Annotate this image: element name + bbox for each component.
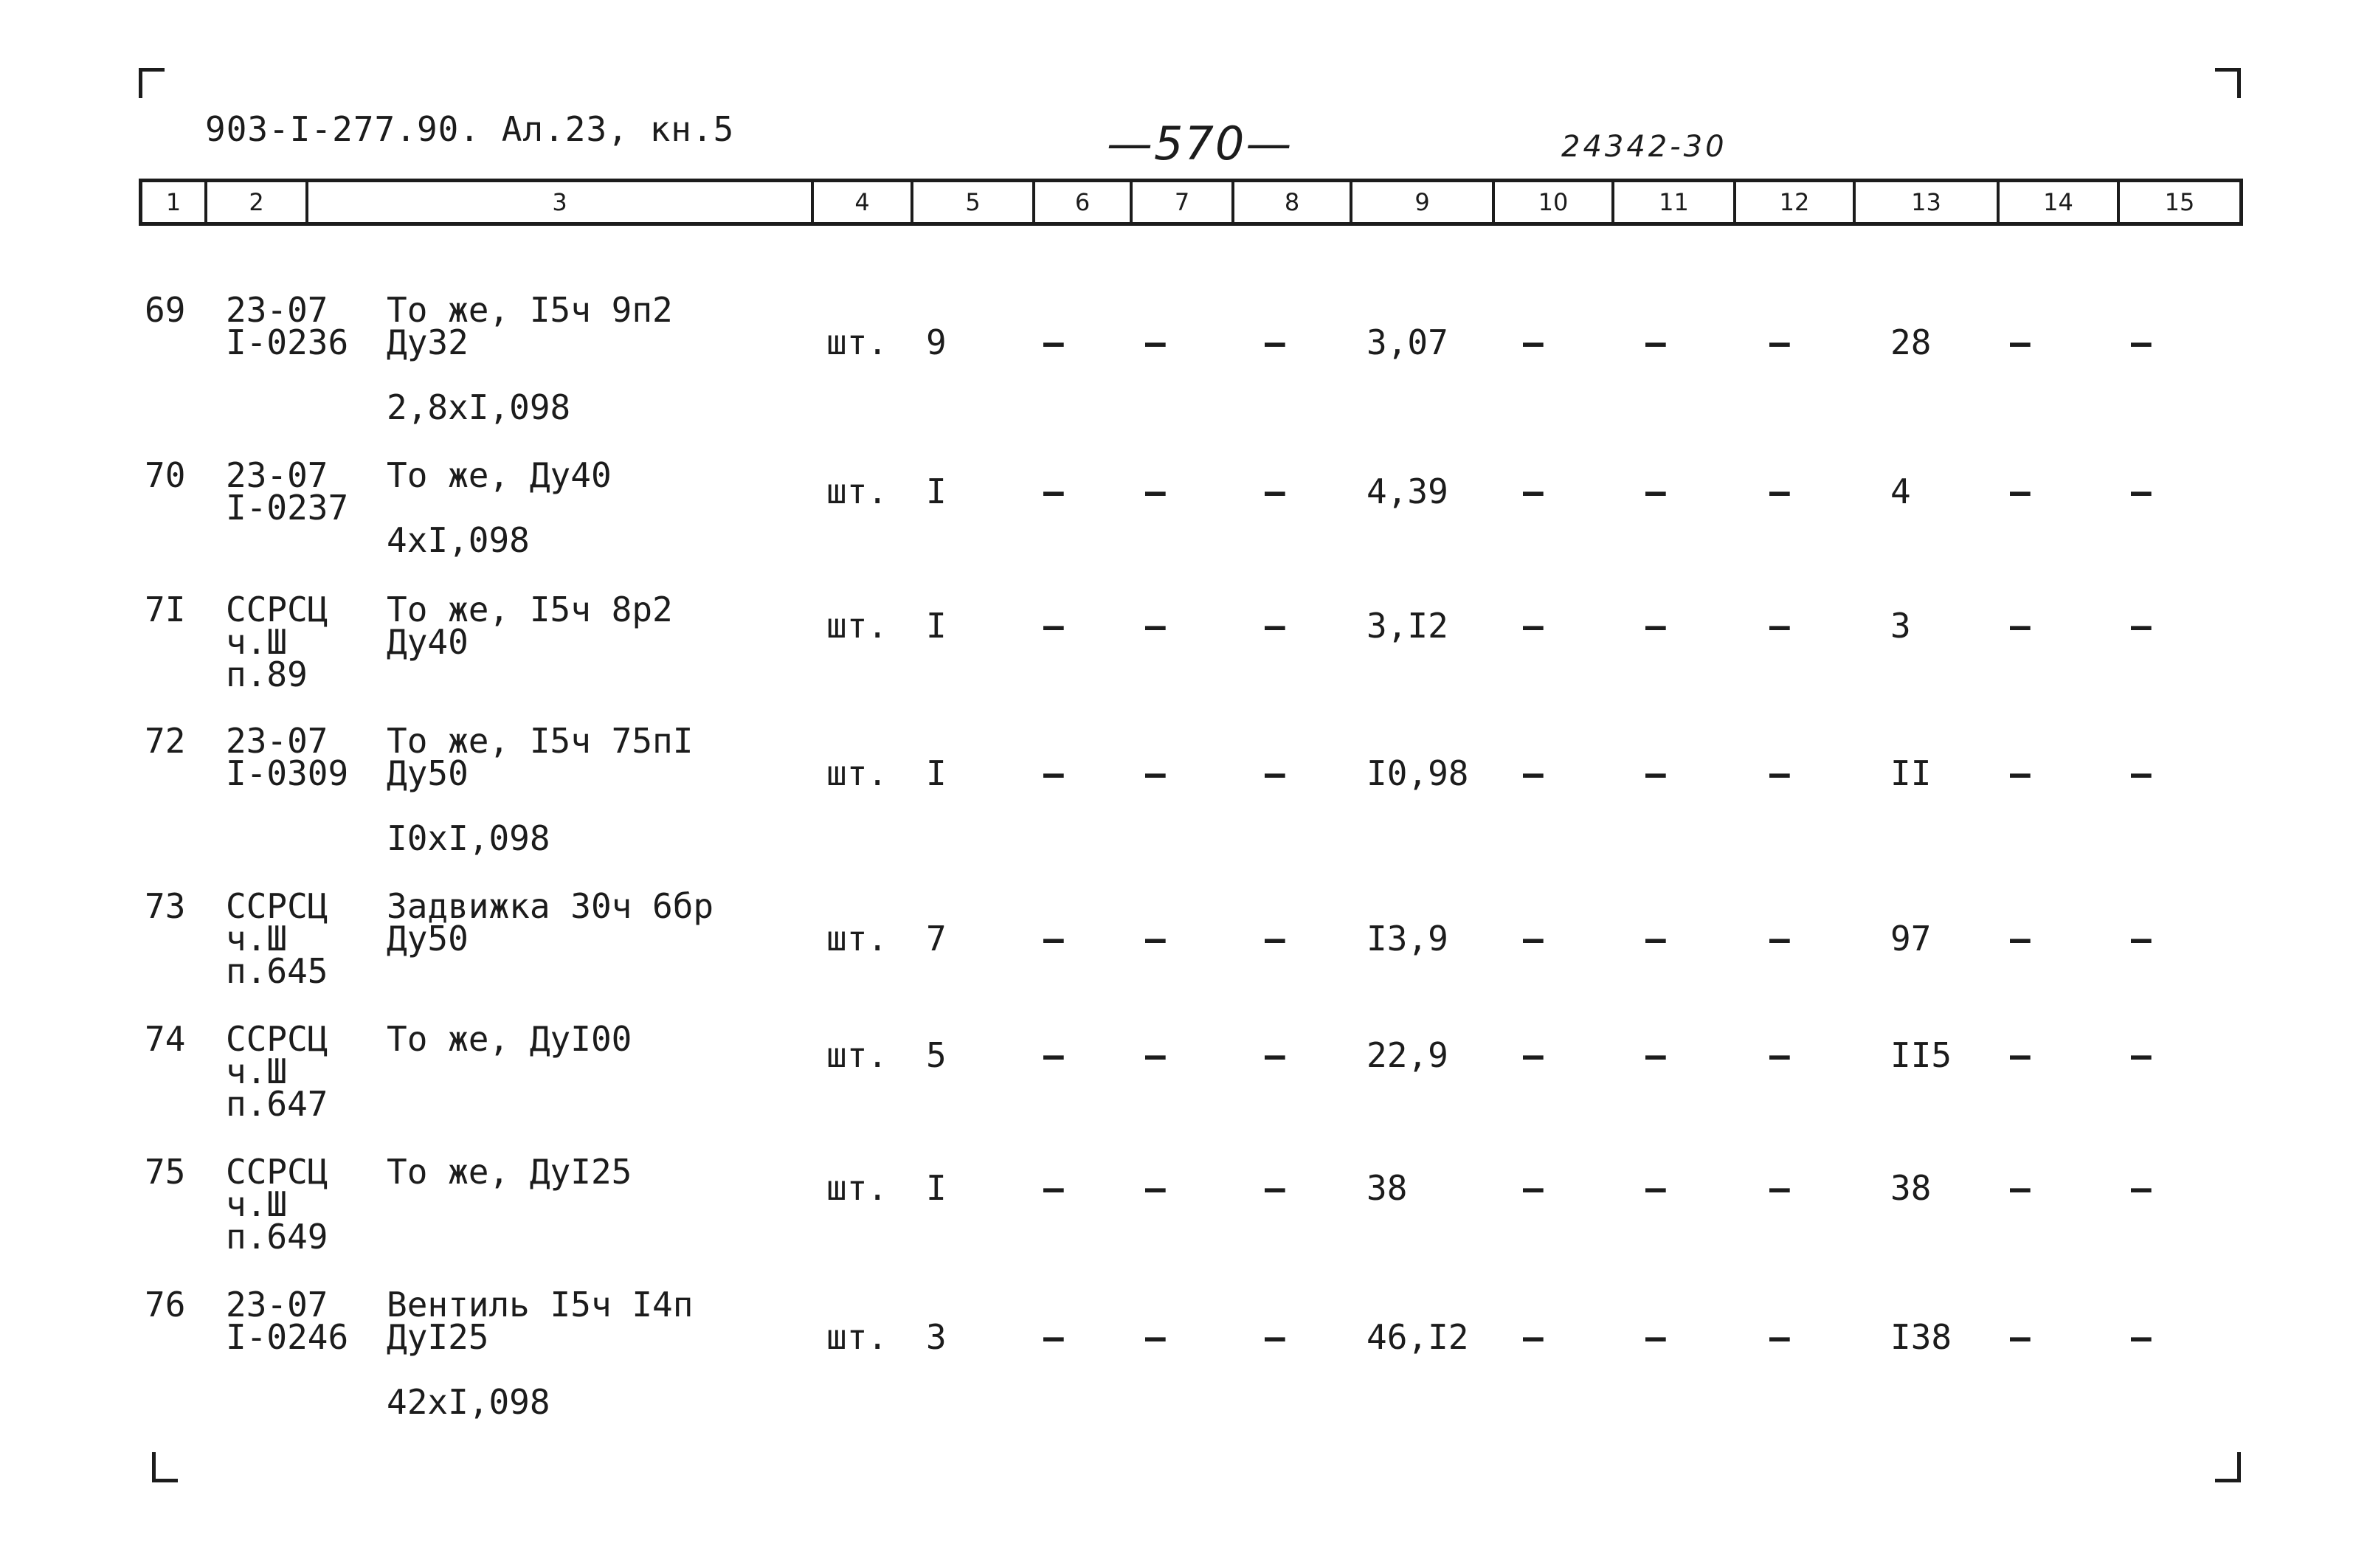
item-code-line: ССРСЦ [226, 590, 328, 629]
row-number: 69 [145, 290, 186, 330]
cell-c14: – [2010, 472, 2031, 511]
item-code-line: I-0236 [226, 322, 349, 362]
item-code-line: п.89 [226, 655, 308, 694]
cell-c11: – [1645, 919, 1666, 959]
column-header-2: 2 [207, 182, 308, 222]
cell-c15: – [2131, 753, 2152, 793]
cell-c6: – [1043, 472, 1064, 511]
cell-c13: II [1890, 753, 1932, 793]
cell-c10: – [1523, 753, 1544, 793]
row-number: 75 [145, 1152, 186, 1192]
column-header-9: 9 [1352, 182, 1495, 222]
cell-c14: – [2010, 1317, 2031, 1357]
column-header-row [139, 179, 2243, 226]
item-code-line: 23-07 [226, 290, 328, 330]
cell-c9: 22,9 [1366, 1035, 1448, 1075]
cell-c14: – [2010, 919, 2031, 959]
cell-c13: 3 [1890, 606, 1911, 646]
page-number: —570— [1107, 117, 1293, 170]
cell-c14: – [2010, 1035, 2031, 1075]
cell-c12: – [1769, 1035, 1790, 1075]
cell-c8: – [1265, 606, 1285, 646]
column-header-10: 10 [1495, 182, 1614, 222]
unit: шт. [826, 1317, 888, 1357]
cell-c10: – [1523, 1317, 1544, 1357]
cell-c12: – [1769, 1168, 1790, 1208]
item-code-line: ССРСЦ [226, 1019, 328, 1059]
cell-c11: – [1645, 753, 1666, 793]
item-code [226, 886, 328, 991]
cell-c13: 38 [1890, 1168, 1932, 1208]
cell-c6: – [1043, 322, 1064, 362]
quantity: I [926, 1168, 947, 1208]
item-code-line: I-0237 [226, 488, 349, 528]
cell-c7: – [1145, 753, 1166, 793]
cell-c6: – [1043, 1168, 1064, 1208]
cell-c8: – [1265, 322, 1285, 362]
cell-c11: – [1645, 472, 1666, 511]
quantity: 9 [926, 322, 947, 362]
item-code [226, 721, 349, 793]
cell-c10: – [1523, 1035, 1544, 1075]
row-number: 73 [145, 886, 186, 926]
cell-c7: – [1145, 1317, 1166, 1357]
quantity: 5 [926, 1035, 947, 1075]
stamp-number: 24342-30 [1561, 130, 1727, 164]
cell-c6: – [1043, 1035, 1064, 1075]
column-header-6: 6 [1035, 182, 1133, 222]
item-name [387, 1152, 632, 1192]
cell-c7: – [1145, 472, 1166, 511]
unit: шт. [826, 1035, 888, 1075]
cell-c15: – [2131, 1317, 2152, 1357]
cell-c7: – [1145, 322, 1166, 362]
cell-c15: – [2131, 472, 2152, 511]
cell-c10: – [1523, 1168, 1544, 1208]
cell-c9: 38 [1366, 1168, 1408, 1208]
cell-c6: – [1043, 606, 1064, 646]
item-name-line: Ду50 [387, 753, 469, 793]
cell-c11: – [1645, 606, 1666, 646]
item-code-line: I-0309 [226, 753, 349, 793]
cell-c10: – [1523, 472, 1544, 511]
cell-c9: 3,I2 [1366, 606, 1448, 646]
cell-c11: – [1645, 1317, 1666, 1357]
frame-corner-top-right [2215, 68, 2241, 98]
item-name-line: Ду32 [387, 322, 469, 362]
cell-c6: – [1043, 919, 1064, 959]
row-number: 7I [145, 590, 186, 629]
item-name-line: То же, Ду40 [387, 455, 612, 495]
item-name-line: Вентиль I5ч I4п [387, 1285, 694, 1324]
item-code [226, 290, 349, 362]
column-header-14: 14 [2000, 182, 2120, 222]
frame-corner-top-left [139, 68, 165, 98]
cell-c9: I3,9 [1366, 919, 1448, 959]
cell-c7: – [1145, 1035, 1166, 1075]
item-name-line: ДуI25 [387, 1317, 489, 1357]
item-code-line: 23-07 [226, 455, 328, 495]
column-header-12: 12 [1736, 182, 1856, 222]
cell-c10: – [1523, 919, 1544, 959]
column-header-13: 13 [1856, 182, 2000, 222]
item-code-line: 23-07 [226, 721, 328, 761]
quantity: 3 [926, 1317, 947, 1357]
cell-c6: – [1043, 753, 1064, 793]
unit: шт. [826, 919, 888, 959]
item-name-line: То же, ДуI25 [387, 1152, 632, 1192]
item-name-line: Ду50 [387, 919, 469, 959]
cell-c13: 4 [1890, 472, 1911, 511]
item-name [387, 290, 673, 362]
cell-c8: – [1265, 472, 1285, 511]
cell-c7: – [1145, 606, 1166, 646]
frame-corner-bottom-right [2215, 1452, 2241, 1482]
cell-c9: I0,98 [1366, 753, 1469, 793]
cell-c13: I38 [1890, 1317, 1952, 1357]
unit: шт. [826, 322, 888, 362]
item-name [387, 721, 694, 793]
quantity: 7 [926, 919, 947, 959]
cell-c15: – [2131, 919, 2152, 959]
item-code-line: ССРСЦ [226, 886, 328, 926]
item-name-line: То же, ДуI00 [387, 1019, 632, 1059]
cell-c9: 3,07 [1366, 322, 1448, 362]
column-header-1: 1 [142, 182, 207, 222]
column-header-11: 11 [1614, 182, 1736, 222]
cell-c13: 97 [1890, 919, 1932, 959]
cell-c12: – [1769, 322, 1790, 362]
cell-c8: – [1265, 1035, 1285, 1075]
item-code-line: ч.Ш [226, 1051, 288, 1091]
cell-c12: – [1769, 919, 1790, 959]
item-name-line: То же, I5ч 8р2 [387, 590, 673, 629]
cell-c8: – [1265, 1317, 1285, 1357]
item-code-line: 23-07 [226, 1285, 328, 1324]
column-header-4: 4 [814, 182, 913, 222]
cell-c12: – [1769, 606, 1790, 646]
column-header-3: 3 [308, 182, 814, 222]
item-formula: 2,8хI,098 [387, 387, 571, 427]
document-code: 903-I-277.90. Ал.23, кн.5 [205, 109, 735, 149]
item-code-line: ч.Ш [226, 919, 288, 959]
item-code-line: п.647 [226, 1084, 328, 1124]
cell-c15: – [2131, 606, 2152, 646]
quantity: I [926, 753, 947, 793]
column-header-5: 5 [913, 182, 1035, 222]
item-name [387, 455, 612, 495]
item-name [387, 886, 714, 959]
cell-c15: – [2131, 322, 2152, 362]
item-formula: 42хI,098 [387, 1382, 550, 1422]
cell-c9: 46,I2 [1366, 1317, 1469, 1357]
item-code-line: п.649 [226, 1217, 328, 1257]
item-code [226, 1285, 349, 1357]
cell-c12: – [1769, 472, 1790, 511]
cell-c10: – [1523, 322, 1544, 362]
frame-corner-bottom-left [152, 1452, 178, 1482]
cell-c6: – [1043, 1317, 1064, 1357]
column-header-15: 15 [2164, 188, 2195, 216]
cell-c15: – [2131, 1168, 2152, 1208]
unit: шт. [826, 606, 888, 646]
column-header-7: 7 [1133, 182, 1234, 222]
cell-c14: – [2010, 322, 2031, 362]
quantity: I [926, 472, 947, 511]
item-code-line: ч.Ш [226, 622, 288, 662]
cell-c7: – [1145, 1168, 1166, 1208]
item-name [387, 1285, 694, 1357]
cell-c8: – [1265, 753, 1285, 793]
cell-c13: II5 [1890, 1035, 1952, 1075]
cell-c11: – [1645, 1035, 1666, 1075]
unit: шт. [826, 472, 888, 511]
quantity: I [926, 606, 947, 646]
item-formula: I0хI,098 [387, 818, 550, 858]
cell-c10: – [1523, 606, 1544, 646]
column-header-8: 8 [1234, 182, 1352, 222]
item-code [226, 1019, 328, 1124]
item-name-line: То же, I5ч 9п2 [387, 290, 673, 330]
item-code-line: ССРСЦ [226, 1152, 328, 1192]
item-name [387, 1019, 632, 1059]
cell-c8: – [1265, 919, 1285, 959]
unit: шт. [826, 1168, 888, 1208]
cell-c11: – [1645, 1168, 1666, 1208]
item-code [226, 590, 328, 694]
cell-c15: – [2131, 1035, 2152, 1075]
item-code-line: ч.Ш [226, 1184, 288, 1224]
cell-c14: – [2010, 606, 2031, 646]
cell-c14: – [2010, 1168, 2031, 1208]
row-number: 76 [145, 1285, 186, 1324]
item-code-line: I-0246 [226, 1317, 349, 1357]
item-name [387, 590, 673, 662]
item-code-line: п.645 [226, 951, 328, 991]
item-formula: 4хI,098 [387, 520, 530, 560]
row-number: 74 [145, 1019, 186, 1059]
item-name-line: Ду40 [387, 622, 469, 662]
item-name-line: Задвижка 30ч 6бр [387, 886, 714, 926]
cell-c14: – [2010, 753, 2031, 793]
item-name-line: То же, I5ч 75пI [387, 721, 694, 761]
row-number: 72 [145, 721, 186, 761]
unit: шт. [826, 753, 888, 793]
item-code [226, 455, 349, 528]
cell-c13: 28 [1890, 322, 1932, 362]
item-code [226, 1152, 328, 1257]
row-number: 70 [145, 455, 186, 495]
cell-c11: – [1645, 322, 1666, 362]
cell-c7: – [1145, 919, 1166, 959]
cell-c12: – [1769, 1317, 1790, 1357]
cell-c9: 4,39 [1366, 472, 1448, 511]
cell-c12: – [1769, 753, 1790, 793]
cell-c8: – [1265, 1168, 1285, 1208]
